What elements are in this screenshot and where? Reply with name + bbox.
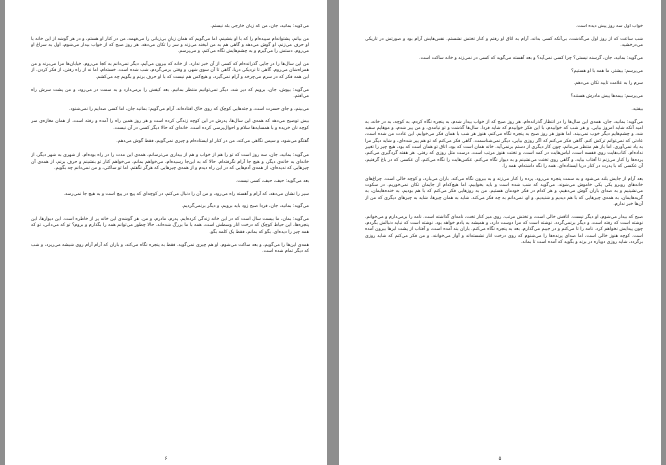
paragraph: سرم را به علامت تایید تکان می‌دهم. (573, 81, 643, 87)
page-number: ۶ (164, 456, 168, 462)
paragraph: می‌گوید: بمانید، جان، گرسنه نیستی؟ چرا کسی نمی‌آید؟ و بعد آهسته می‌گوید که کسی در نمی‌زند و خانه ساکت است. (419, 55, 643, 61)
paragraph: خواب اول سه روز پیش دیده است. (575, 24, 643, 29)
paragraph: می‌گوید: بمانید، جان، فردا صبح زود باید برویم، و دیگر برنمی‌گردیم. (181, 204, 309, 210)
paragraph: شب ساعت که از روز اول می‌گذشت، بی‌آنکه کسی بداند، آرام به اتاق او رفتم و کنار تختش نشستم. نفس‌هایش آرام بود و صورتش در تاریکی می‌درخشید. (365, 36, 643, 49)
left-page-text-column (31, 24, 309, 451)
left-page (5, 0, 327, 465)
paragraph: سیر را نشان می‌دهد، که آرام و آهسته راه می‌رود، و من آن را دنبال می‌کنم، در کوچه‌ای که پیچ در پیچ است و به هیچ جا نمی‌رسد. (63, 191, 309, 197)
paragraph: بعد می‌گوید: حیف، حیف، کسی نیست. (235, 178, 309, 184)
paragraph: می‌گوید: بمانید، جان، من که زبان خارجی بلد نیستم. (210, 24, 309, 29)
page-number: ۵ (498, 456, 502, 462)
paragraph: بعد آرام از جایش بلند می‌شود و به سمت پنجره می‌رود. پرده را کنار می‌زند و به بیرون نگاه می‌کند. باران می‌بارد، و کوچه خالی است. چراغ‌های خانه‌های روبرو یکی یکی خاموش می‌شوند. می‌گوید که شب شده است و باید بخوابیم، اما هیچ‌کدام از جایمان تکان نمی‌خوریم. در سکوت می‌نشینیم و به صدای باران گوش می‌دهیم، و هر کدام در فکر خودمان هستیم. من به روزهایی فکر می‌کنم که با هم بودیم، به خنده‌هایمان، به گریه‌هایمان، به همه‌ی چیزهایی که با هم دیدیم و شنیدیم. و او، نمی‌دانم به چه فکر می‌کند. شاید به همان چیزها، شاید به چیزهای دیگری که من از آن‌ها خبر ندارم. (365, 176, 643, 207)
paragraph: بیفتید. (631, 107, 643, 113)
paragraph: می‌گوید: بمانید، جان، همه‌ی این سال‌ها را در انتظار گذرانده‌ام. هر روز صبح که از خواب بیدار شدم، به پنجره نگاه کردم، به کوچه، به در خانه، به امید آنکه شاید امروز بیایی. و هر شب که خوابیدم، با این فکر خوابیدم که شاید فردا. سال‌ها گذشت و تو نیامدی، و من پیر شدم، و موهایم سفید شد، و چشم‌هایم دیگر خوب نمی‌بیند. اما هنوز هر روز صبح به پنجره نگاه می‌کنم، هنوز هر شب با همان فکر می‌خوابم. این عادت من شده است، عادتی که نمی‌توانم ترکش کنم. گاهی فکر می‌کنم که اگر روزی بیایی، دیگر نمی‌شناسمت. گاهی فکر می‌کنم که تو هم پیر شده‌ای، و شاید دیگر مرا به یاد نمی‌آوری. اما باز هم منتظر می‌مانم، چون کار دیگری از دستم برنمی‌آید. خانه همان است که بود، اتاق تو همان است که بود، هیچ چیز را تغییر نداده‌ام. کتاب‌هایت روی قفسه است، لباس‌هایت در کمد است، و تختت هنوز مرتب است، درست مثل روزی که رفتی. هر هفته گردگیری می‌کنم، پرده‌ها را کنار می‌زنم تا آفتاب بیاید، و گاهی روی تختت می‌نشینم و به دیوار نگاه می‌کنم. عکس‌هایت را نگاه می‌کنم، آن عکسی که در باغ گرفتیم، آن عکسی که با پدرت در کنار دریا ایستاده‌ای. همه را نگه داشته‌ام، همه را. (365, 119, 643, 169)
paragraph: بیش توضیح می‌دهد که همه‌ی این سال‌ها، پدرش در این کوچه زندگی کرده است و هر روز همین راه را آمده و رفته است، از همان مغازه‌ی سر کوچه نان خریده و با همسایه‌ها سلام و احوال‌پرسی کرده است. خانه‌ای که حالا دیگر کسی در آن نیست. (31, 119, 309, 131)
paragraph: من بیانم، پشتوانه‌ام سپیده‌ام را که با او بنشینم، اما می‌گویم که همان زبانِ بی‌زبانی را می‌فهمد، من در کنار او هستم، و در هر گوشه از این خانه با او حرف می‌زنم، او گوش می‌دهد و گاهی هم به من لبخند می‌زند و سر را تکان می‌دهد. هر روز صبح که از خواب بیدار می‌شوم، اول به سراغ او می‌روم. دستش را می‌گیرم و به چشم‌هایش نگاه می‌کنم، و می‌پرسم. (31, 36, 309, 55)
right-page (339, 0, 661, 465)
paragraph: می‌بینم، و جای حسرت است، و جثه‌هایی کوچک که روی خاک افتاده‌اند. آرام می‌گویم: بمانید جان، اما کسی صدایم را نمی‌شنود. (69, 106, 309, 112)
paragraph: می‌گوید: بمان، ما بیست سال است که در این خانه زندگی کرده‌ایم. پدرم، مادرم، و من. هر گوشه‌ی این خانه پر از خاطره است. این دیوارها، این پنجره‌ها، این حیاط کوچک که درخت انار وسطش است، همه با ما بزرگ شده‌اند. حالا چطور می‌توانم همه را بگذارم و بروم؟ تو که می‌دانی، تو که همه چیز را دیده‌ای. بگو که بمانم، فقط یک کلمه بگو. (31, 217, 309, 235)
right-page-text-column (365, 24, 643, 451)
paragraph: می‌پرسم: بیمه‌ها پیش مادرش هستند؟ (570, 94, 643, 100)
paragraph: گفتگو می‌شود، و سپس نگاهی می‌کند، من در کنار او ایستاده‌ام و چیزی نمی‌گویم، فقط گوش می‌دهم. (116, 138, 309, 144)
paragraph: می‌گوید: بمانید، جان، سه روز است که تو را هم از خواب و هم از بیداری می‌ترسانم، همه‌ی این مدت را در راه بوده‌ام. از شهری به شهر دیگر، از خانه‌ای به خانه‌ی دیگر، و هیچ جا آرام نگرفته‌ام. حالا که به این‌جا رسیده‌ام، می‌خواهم بمانم، می‌خواهم کنار تو بنشینم و حرف بزنم، از همه‌ی آن چیزهایی که ندیده‌ای، از همه‌ی آدم‌هایی که در این راه دیدم و از همه‌ی چیزهایی که هرگز نگفتم. اما تو ساکتی، و من نمی‌دانم چه بگویم. (31, 153, 309, 171)
paragraph: می‌گوید: بپوش، جان، برویم که دیر شد، دیگر نمی‌توانیم منتظر بمانیم. بعد کیفش را برمی‌دارد و به سمت در می‌رود، و من پشت سرش راه می‌افتم. (31, 87, 309, 99)
paragraph: من این سال‌ها را در جایی گذرانده‌ام که کسی از آن خبر ندارد. از خانه که بیرون می‌آیم، دیگر نمی‌دانم به کجا می‌روم. خیابان‌ها مرا می‌برند و من همراه‌شان می‌روم. گاهی تا نزدیکی دریا، گاهی تا آن سوی شهر، و وقتی برمی‌گردم، شب شده است. خسته‌ام، اما نه از راه رفتن، از فکر کردن. از این همه فکر که در سرم می‌چرخد و آرام نمی‌گیرد، و هیچ‌کس هم نیست که با او حرف بزنم و بگویم چه می‌کشم. (31, 62, 309, 80)
paragraph: صبح که بیدار می‌شوم، او دیگر نیست. اتاقش خالی است، و تختش مرتب. روی میز کنار تخت، نامه‌ای گذاشته است. نامه را برمی‌دارم و می‌خوانم. نوشته است که رفته است، و دیگر برنمی‌گردد. نوشته است که مرا دوست دارد، و همیشه به یادم خواهد بود. نوشته است که نباید دنبالش بگردم، چون پیدایش نخواهم کرد. نامه را تا می‌کنم و در جیبم می‌گذارم. بعد به پنجره نگاه می‌کنم. باران بند آمده است، و آفتاب از پشت ابرها بیرون آمده است. کوچه هنوز خالی است، اما صدای پرنده‌ها را می‌شنوم که روی درخت انار نشسته‌اند و آواز می‌خوانند. و من فکر می‌کنم که شاید روزی برگردد، شاید روزی دوباره در بزند و بگوید که آمده است تا بماند. (365, 214, 643, 245)
paragraph: همه‌ی این‌ها را می‌گویم، و بعد ساکت می‌شوم. او هم چیزی نمی‌گوید. فقط به پنجره نگاه می‌کند، و باران که آرام آرام روی شیشه می‌ریزد، و شب که دیگر تمام شده است. (31, 242, 309, 254)
paragraph: می‌پرسم: بیشتر، ما همه با او هستیم؟ (571, 68, 643, 74)
